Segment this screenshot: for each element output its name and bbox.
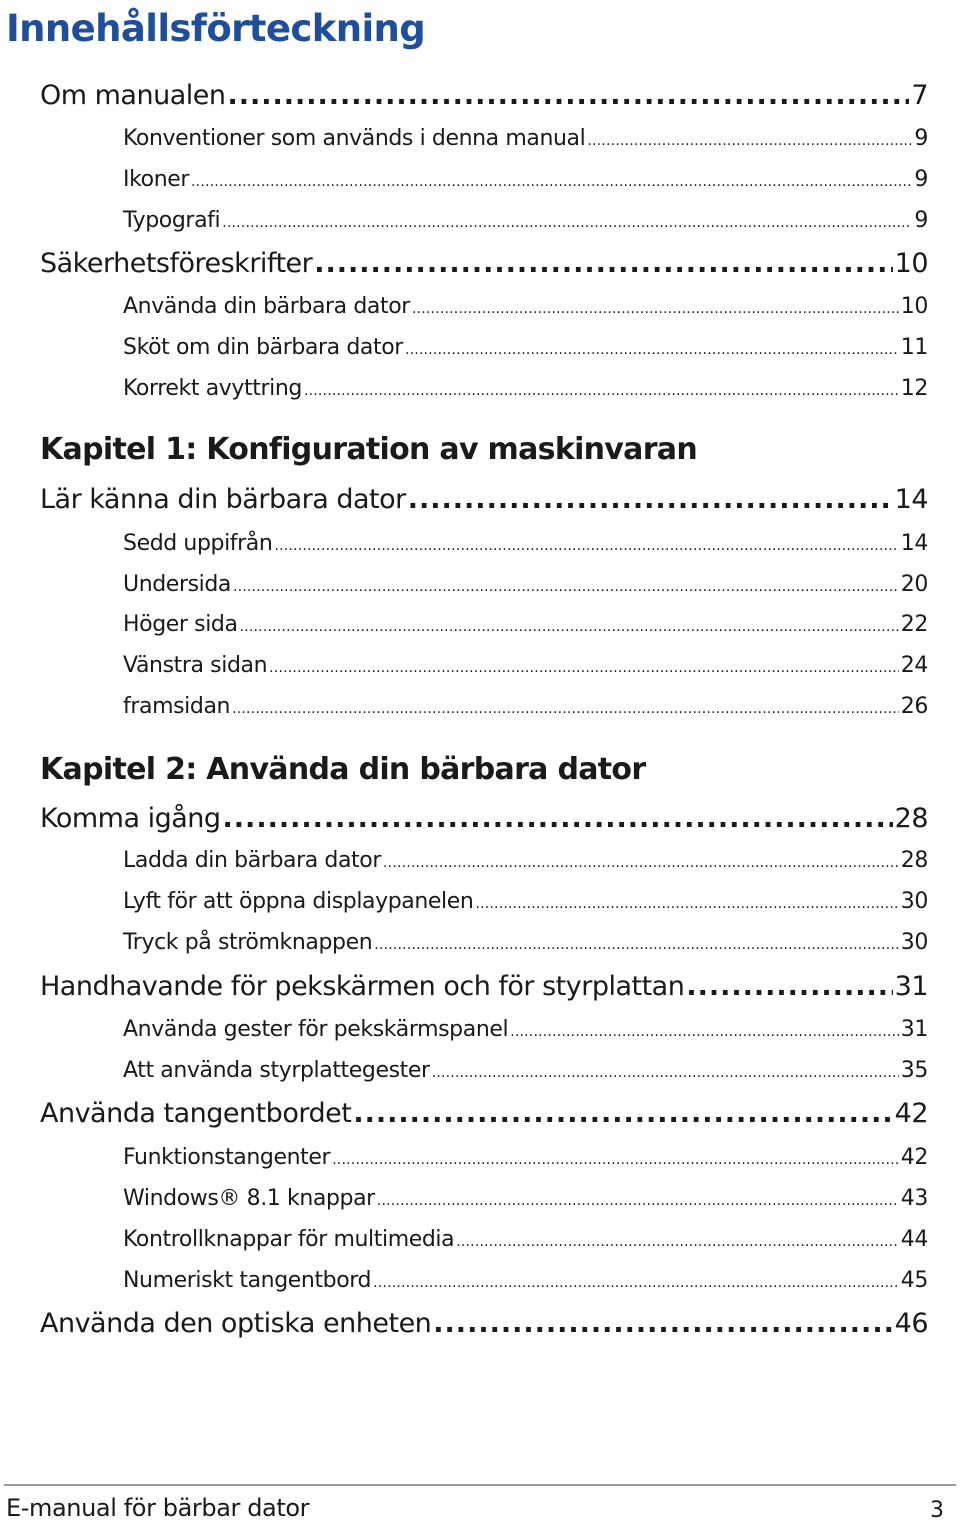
toc-entry-page: 30 [900, 889, 928, 914]
toc-entry-lyft[interactable] [123, 889, 928, 914]
toc-entry-funktionstangenter[interactable] [123, 1145, 928, 1170]
dot-leader [353, 1098, 892, 1129]
toc-entry-label: Säkerhetsföreskrifter [40, 248, 313, 279]
toc-entry-page: 9 [914, 126, 928, 151]
toc-entry-label: Handhavande för pekskärmen och för styrplattan [40, 971, 685, 1002]
dot-leader [240, 619, 899, 635]
toc-entry-page: 14 [900, 531, 928, 556]
toc-entry-undersida[interactable] [123, 572, 928, 597]
toc-entry-page: 9 [914, 208, 928, 233]
dot-leader [587, 133, 912, 149]
toc-entry-optiska-enheten[interactable] [40, 1308, 928, 1339]
toc-entry-typografi[interactable] [123, 208, 928, 233]
toc-entry-page: 10 [894, 248, 928, 279]
toc-entry-label: Windows® 8.1 knappar [123, 1186, 375, 1211]
toc-entry-label: Att använda styrplattegester [123, 1058, 430, 1083]
toc-entry-skot-om[interactable] [123, 335, 928, 360]
dot-leader [373, 1275, 899, 1291]
dot-leader [332, 1152, 899, 1168]
toc-entry-page: 30 [900, 930, 928, 955]
toc-entry-komma-igang[interactable] [40, 803, 928, 834]
dot-leader [405, 342, 899, 358]
chapter-1-heading[interactable]: Kapitel 1: Konfiguration av maskinvaran [40, 432, 698, 467]
toc-entry-label: Höger sida [123, 612, 238, 637]
toc-entry-label: Undersida [123, 572, 232, 597]
toc-entry-page: 28 [894, 803, 928, 834]
toc-entry-page: 12 [900, 376, 928, 401]
toc-entry-label: Om manualen [40, 80, 226, 111]
toc-entry-label: Konventioner som används i denna manual [123, 126, 586, 151]
toc-entry-framsidan[interactable] [123, 694, 928, 719]
toc-entry-page: 26 [900, 694, 928, 719]
toc-entry-page: 10 [900, 294, 928, 319]
toc-entry-label: framsidan [123, 694, 231, 719]
toc-entry-label: Funktionstangenter [123, 1145, 331, 1170]
toc-entry-page: 9 [914, 167, 928, 192]
dot-leader [475, 896, 898, 912]
toc-entry-page: 44 [900, 1227, 928, 1252]
dot-leader [456, 1234, 899, 1250]
toc-entry-label: Använda tangentbordet [40, 1098, 352, 1129]
page-title: Innehållsförteckning [6, 7, 426, 50]
toc-entry-sakerhetsforeskrifter[interactable] [40, 248, 928, 279]
dot-leader [191, 174, 912, 190]
toc-entry-page: 14 [894, 484, 928, 515]
chapter-2-heading[interactable]: Kapitel 2: Använda din bärbara dator [40, 752, 646, 787]
dot-leader [232, 701, 899, 717]
dot-leader [377, 1193, 899, 1209]
footer-page-number: 3 [930, 1498, 944, 1523]
dot-leader [222, 215, 912, 231]
footer-title: E-manual för bärbar dator [6, 1494, 310, 1522]
toc-entry-tryck[interactable] [123, 930, 928, 955]
toc-entry-tangentbordet[interactable] [40, 1098, 928, 1129]
toc-entry-label: Ikoner [123, 167, 190, 192]
toc-entry-page: 28 [900, 848, 928, 873]
toc-entry-label: Korrekt avyttring [123, 376, 302, 401]
toc-entry-label: Använda den optiska enheten [40, 1308, 432, 1339]
toc-entry-vanstra-sidan[interactable] [123, 653, 928, 678]
toc-entry-page: 42 [900, 1145, 928, 1170]
dot-leader [383, 855, 899, 871]
toc-entry-page: 11 [900, 335, 928, 360]
toc-entry-handhavande[interactable] [40, 971, 928, 1002]
dot-leader [304, 383, 899, 399]
dot-leader [686, 971, 892, 1002]
footer-divider [4, 1484, 956, 1486]
toc-entry-page: 22 [900, 612, 928, 637]
dot-leader [374, 937, 899, 953]
dot-leader [433, 1308, 892, 1339]
toc-entry-label: Vänstra sidan [123, 653, 268, 678]
dot-leader [269, 660, 899, 676]
toc-entry-label: Komma igång [40, 803, 221, 834]
dot-leader [274, 538, 898, 554]
toc-entry-windows-knappar[interactable] [123, 1186, 928, 1211]
toc-entry-page: 43 [900, 1186, 928, 1211]
toc-entry-numeriskt[interactable] [123, 1268, 928, 1293]
toc-entry-page: 35 [900, 1058, 928, 1083]
toc-entry-label: Typografi [123, 208, 221, 233]
toc-entry-page: 42 [894, 1098, 928, 1129]
toc-entry-label: Använda din bärbara dator [123, 294, 410, 319]
dot-leader [223, 803, 893, 834]
toc-entry-konventioner[interactable] [123, 126, 928, 151]
toc-entry-styrplattegester[interactable] [123, 1058, 928, 1083]
dot-leader [227, 80, 909, 111]
toc-entry-page: 31 [894, 971, 928, 1002]
toc-entry-page: 45 [900, 1268, 928, 1293]
toc-entry-kontrollknappar[interactable] [123, 1227, 928, 1252]
toc-entry-om-manualen[interactable] [40, 80, 928, 111]
dot-leader [233, 579, 899, 595]
toc-entry-label: Lyft för att öppna displaypanelen [123, 889, 474, 914]
toc-entry-gester[interactable] [123, 1017, 928, 1042]
dot-leader [510, 1024, 899, 1040]
toc-entry-page: 24 [900, 653, 928, 678]
dot-leader [408, 484, 893, 515]
toc-entry-label: Sköt om din bärbara dator [123, 335, 403, 360]
toc-entry-label: Ladda din bärbara dator [123, 848, 381, 873]
toc-entry-anvanda-din-barbara-dator[interactable] [123, 294, 928, 319]
toc-entry-page: 31 [900, 1017, 928, 1042]
toc-entry-page: 20 [900, 572, 928, 597]
toc-entry-lar-kanna[interactable] [40, 484, 928, 515]
toc-entry-hoger-sida[interactable] [123, 612, 928, 637]
toc-entry-label: Lär känna din bärbara dator [40, 484, 406, 515]
toc-entry-label: Tryck på strömknappen [123, 930, 373, 955]
toc-entry-label: Sedd uppifrån [123, 531, 273, 556]
toc-entry-sedd-uppifran[interactable] [123, 531, 928, 556]
toc-entry-label: Använda gester för pekskärmspanel [123, 1017, 509, 1042]
toc-entry-ladda[interactable] [123, 848, 928, 873]
dot-leader [314, 248, 892, 279]
toc-entry-ikoner[interactable] [123, 167, 928, 192]
toc-entry-label: Kontrollknappar för multimedia [123, 1227, 455, 1252]
dot-leader [432, 1065, 899, 1081]
toc-entry-page: 7 [911, 80, 928, 111]
toc-entry-page: 46 [894, 1308, 928, 1339]
toc-entry-korrekt-avyttring[interactable] [123, 376, 928, 401]
toc-entry-label: Numeriskt tangentbord [123, 1268, 372, 1293]
dot-leader [412, 301, 899, 317]
